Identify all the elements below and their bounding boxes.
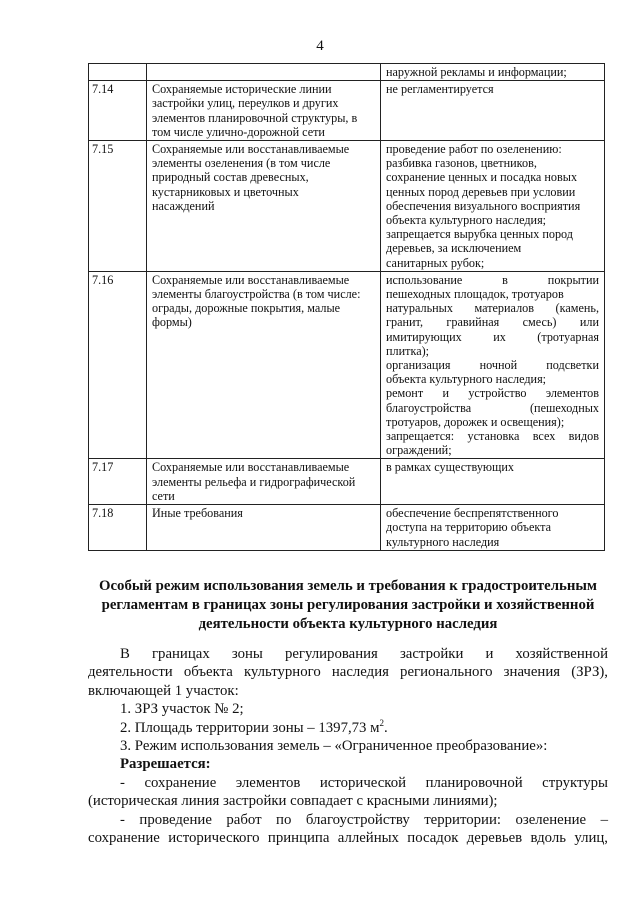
requirement-line: имитирующих их (тротуарная: [386, 329, 599, 344]
requirement-line: обеспечение беспрепятственного: [386, 506, 559, 521]
requirement-cell: [381, 81, 605, 141]
table-row: [89, 81, 605, 141]
requirement-line: ценных пород деревьев при условии: [386, 184, 576, 199]
requirement-cell: [381, 64, 605, 81]
requirement-line: натуральных материалов (камень,: [386, 301, 599, 316]
element-name-line: насаждений: [152, 198, 215, 213]
requirement-cell: [381, 505, 605, 551]
heading-line: Особый режим использования земель и требования к градостроительным: [98, 578, 598, 594]
requirement-line: наружной рекламы и информации;: [386, 65, 567, 79]
requirement-line: гранит, гравийная смесь) или: [386, 315, 599, 330]
bullet-line: сохранение исторического принципа аллейных посадок деревьев вдоль улиц,: [88, 830, 608, 847]
paragraph-line: В границах зоны регулирования застройки и хозяйственной: [120, 646, 608, 662]
element-name-line: природный состав древесных,: [152, 170, 309, 185]
element-name-line: Сохраняемые или восстанавливаемые: [152, 272, 350, 287]
requirement-line: объекта культурного наследия;: [386, 213, 547, 228]
area-end: .: [384, 719, 388, 736]
requirement-line: ремонт и устройство элементов: [386, 386, 599, 401]
requirement-line: благоустройства (пешеходных: [386, 400, 599, 415]
body-text: [88, 645, 608, 847]
row-number: 7.16: [89, 271, 147, 459]
requirement-line: сохранение ценных и посадка новых: [386, 170, 578, 185]
requirement-line: тротуаров, дорожек и освещения);: [386, 414, 565, 429]
element-name-line: сети: [152, 488, 175, 503]
element-name-line: том числе улично-дорожной сети: [152, 124, 325, 139]
requirement-line: обеспечения визуального восприятия: [386, 198, 581, 213]
requirement-line: плитка);: [386, 343, 430, 358]
element-name-line: элементы рельефа и гидрографической: [152, 474, 356, 489]
requirement-cell: [381, 141, 605, 272]
bullet-line: - проведение работ по благоустройству территории: озеленение –: [120, 811, 608, 828]
paragraph-line: деятельности объекта культурного наследия регионального значения (ЗРЗ),: [88, 664, 608, 681]
element-name-line: Сохраняемые или восстанавливаемые: [152, 142, 350, 157]
row-number: 7.18: [89, 505, 147, 551]
element-name-line: формы): [152, 315, 192, 330]
row-number: 7.17: [89, 459, 147, 505]
element-name-line: элементы озеленения (в том числе: [152, 156, 331, 171]
bullet-line: - сохранение элементов исторической планировочной структуры: [120, 774, 608, 791]
requirement-line: культурного наследия: [386, 534, 500, 549]
table-row: [89, 141, 605, 272]
requirement-line: разбивка газонов, цветников,: [386, 156, 537, 171]
element-name-cell: [147, 141, 381, 272]
requirement-line: пешеходных площадок, тротуаров: [386, 287, 564, 302]
list-item: [88, 719, 608, 737]
table-row: [89, 271, 605, 459]
row-number: [89, 64, 147, 81]
section-heading: [88, 577, 608, 634]
requirement-line: организация ночной подсветки: [386, 358, 599, 373]
page-number: 4: [316, 38, 324, 54]
element-name-line: ограды, дорожные покрытия, малые: [152, 301, 341, 316]
element-name-cell: [147, 81, 381, 141]
element-name-line: Сохраняемые исторические линии: [152, 82, 332, 97]
requirement-line: не регламентируется: [386, 82, 494, 97]
row-number: 7.14: [89, 81, 147, 141]
table-row: [89, 505, 605, 551]
element-name-cell: [147, 271, 381, 459]
element-name-cell: [147, 64, 381, 81]
element-name-line: кустарниковых и цветочных: [152, 184, 299, 199]
table-row: [89, 459, 605, 505]
requirements-table: [88, 63, 605, 551]
row-number: 7.15: [89, 141, 147, 272]
table-row: [89, 64, 605, 81]
requirement-line: запрещается вырубка ценных пород: [386, 227, 573, 242]
area-unit-exponent: 2: [379, 717, 385, 728]
area-text: 2. Площадь территории зоны – 1397,73 м: [120, 719, 380, 736]
requirement-line: доступа на территорию объекта: [386, 520, 552, 535]
list-item: 3. Режим использования земель – «Ограниченное преобразование»:: [120, 738, 548, 755]
element-name-line: Иные требования: [152, 506, 243, 521]
element-name-line: элементов планировочной структуры, в: [152, 110, 358, 125]
requirement-cell: [381, 459, 605, 505]
heading-line: деятельности объекта культурного наследия: [198, 616, 498, 632]
requirement-line: ограждений;: [386, 443, 452, 458]
requirement-line: санитарных рубок;: [386, 255, 485, 270]
requirement-line: деревьев, за исключением: [386, 241, 522, 256]
requirement-line: запрещается: установка всех видов: [386, 429, 599, 444]
element-name-cell: [147, 459, 381, 505]
requirement-cell: [381, 271, 605, 459]
allowed-heading: Разрешается:: [120, 756, 211, 773]
requirement-line: объекта культурного наследия;: [386, 372, 547, 387]
element-name-line: элементы благоустройства (в том числе:: [152, 287, 361, 302]
list-item: 1. ЗРЗ участок № 2;: [120, 701, 244, 718]
element-name-line: застройки улиц, переулков и других: [152, 96, 339, 111]
bullet-line: (историческая линия застройки совпадает с красными линиями);: [88, 793, 498, 810]
element-name-cell: [147, 505, 381, 551]
paragraph-line: включающей 1 участок:: [88, 682, 239, 699]
element-name-line: Сохраняемые или восстанавливаемые: [152, 460, 350, 475]
requirement-line: использование в покрытии: [386, 272, 599, 287]
requirement-line: проведение работ по озеленению:: [386, 142, 562, 157]
heading-line: регламентам в границах зоны регулирования застройки и хозяйственной: [101, 597, 595, 613]
requirement-line: в рамках существующих: [386, 460, 515, 475]
